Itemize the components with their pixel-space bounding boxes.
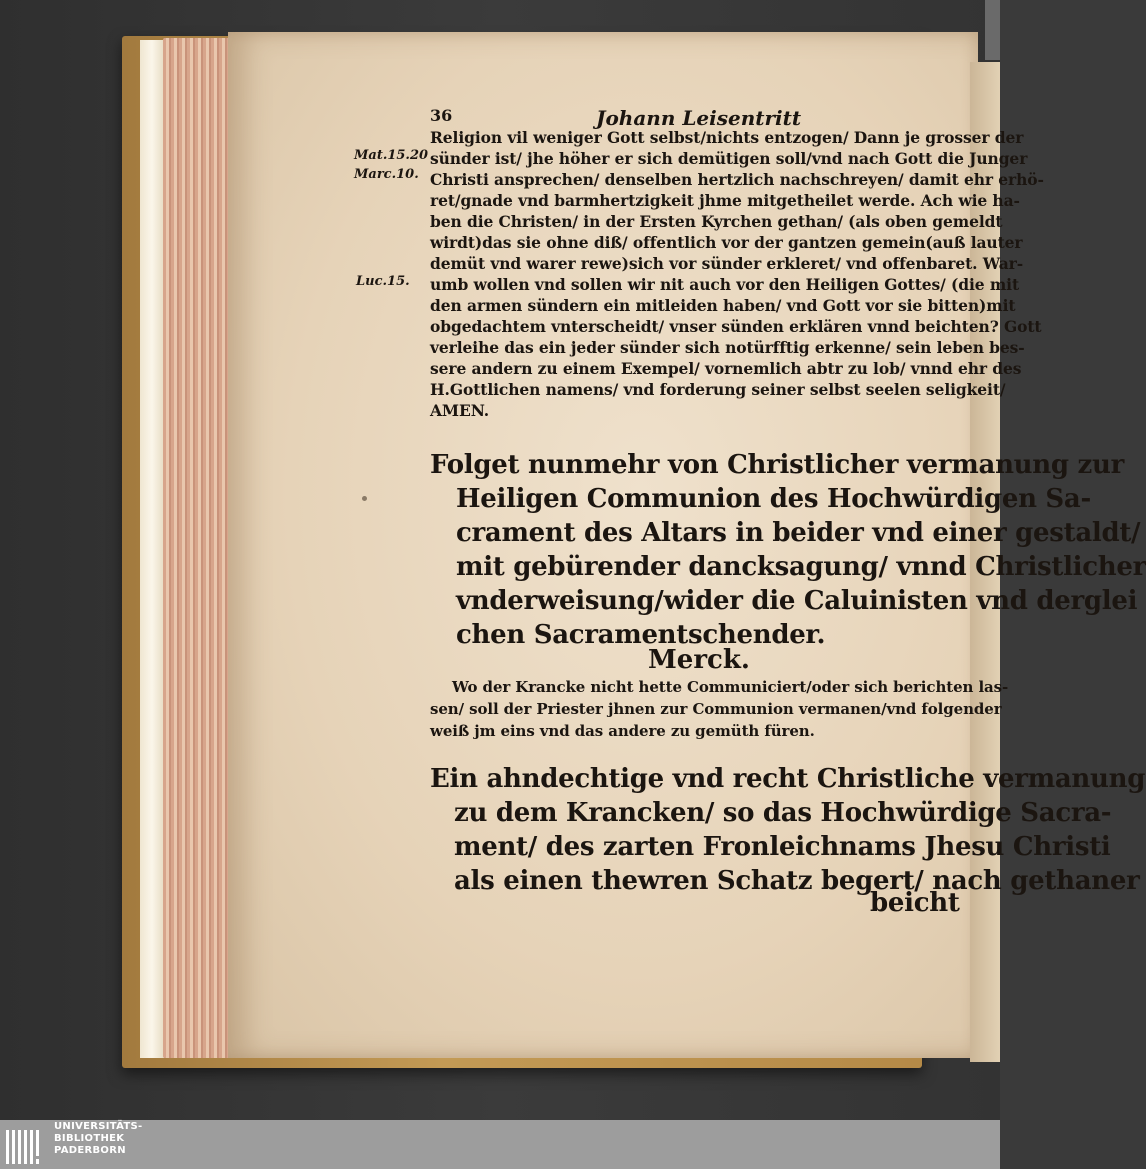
merck-line: sen/ soll der Priester jhnen zur Communion vermanen/vnd folgender xyxy=(430,700,1002,718)
body-line: ret/gnade vnd barmhertzigkeit jhme mitgetheilet werde. Ach wie ha- xyxy=(430,191,1020,210)
exhortation-heading-line: ment/ des zarten Fronleichnams Jhesu Christi xyxy=(454,832,1111,862)
library-line: PADERBORN xyxy=(54,1145,126,1156)
flyleaf xyxy=(140,40,164,1058)
library-logo-icon xyxy=(4,1124,48,1166)
body-line: sere andern zu einem Exempel/ vornemlich abtr zu lob/ vnnd ehr des xyxy=(430,359,1022,378)
section-heading-line: mit gebürender dancksagung/ vnnd Christlicher xyxy=(456,552,1146,582)
margin-note: Mat.15.20 xyxy=(354,148,429,163)
library-footer xyxy=(0,1120,1000,1169)
library-line: UNIVERSITÄTS- xyxy=(54,1121,143,1132)
body-line: H.Gottlichen namens/ vnd forderung seiner selbst seelen seligkeit/ xyxy=(430,380,1006,399)
section-heading-line: crament des Altars in beider vnd einer gestaldt/ xyxy=(456,518,1141,548)
merck-heading: Merck. xyxy=(648,645,750,675)
section-heading-line: vnderweisung/wider die Caluinisten vnd derglei xyxy=(456,586,1138,616)
section-heading-line: chen Sacramentschender. xyxy=(456,620,826,650)
margin-note: Luc.15. xyxy=(356,274,410,289)
body-line: verleihe das ein jeder sünder sich notürfftig erkenne/ sein leben bes- xyxy=(430,338,1025,357)
exhortation-heading-line: Ein ahndechtige vnd recht Christliche vermanung xyxy=(430,764,1146,794)
section-heading-line: Heiligen Communion des Hochwürdigen Sa- xyxy=(456,484,1091,514)
library-line: BIBLIOTHEK xyxy=(54,1133,125,1144)
body-line: Religion vil weniger Gott selbst/nichts entzogen/ Dann je grosser der xyxy=(430,128,1024,147)
section-heading-line: Folget nunmehr von Christlicher vermanung zur xyxy=(430,450,1124,480)
library-name xyxy=(54,1121,143,1157)
merck-line: Wo der Krancke nicht hette Communiciert/oder sich berichten las- xyxy=(452,678,1009,696)
running-head: Johann Leisentritt xyxy=(596,106,802,130)
margin-note: Marc.10. xyxy=(354,167,419,182)
body-line: Christi ansprechen/ denselben hertzlich nachschreyen/ damit ehr erhö- xyxy=(430,170,1044,189)
exhortation-heading-line: beicht xyxy=(870,888,960,918)
exhortation-heading-line: zu dem Krancken/ so das Hochwürdige Sacra- xyxy=(454,798,1112,828)
page-edges xyxy=(163,38,233,1058)
body-line: ben die Christen/ in der Ersten Kyrchen gethan/ (als oben gemeldt xyxy=(430,212,1003,231)
body-line: sünder ist/ jhe höher er sich demütigen soll/vnd nach Gott die Junger xyxy=(430,149,1028,168)
page-number: 36 xyxy=(430,106,453,125)
page-spot xyxy=(362,496,367,501)
body-line: umb wollen vnd sollen wir nit auch vor den Heiligen Gottes/ (die mit xyxy=(430,275,1020,294)
body-line: den armen sündern ein mitleiden haben/ vnd Gott vor sie bitten)mit xyxy=(430,296,1016,315)
body-line: AMEN. xyxy=(430,401,490,420)
merck-line: weiß jm eins vnd das andere zu gemüth füren. xyxy=(430,722,815,740)
body-line: obgedachtem vnterscheidt/ vnser sünden erklären vnnd beichten? Gott xyxy=(430,317,1042,336)
scan-corner xyxy=(985,0,1000,60)
body-line: wirdt)das sie ohne diß/ offentlich vor der gantzen gemein(auß lauter xyxy=(430,233,1023,252)
body-line: demüt vnd warer rewe)sich vor sünder erkleret/ vnd offenbaret. War- xyxy=(430,254,1024,273)
exhortation-heading-line: als einen thewren Schatz begert/ nach gethaner xyxy=(454,866,1140,896)
